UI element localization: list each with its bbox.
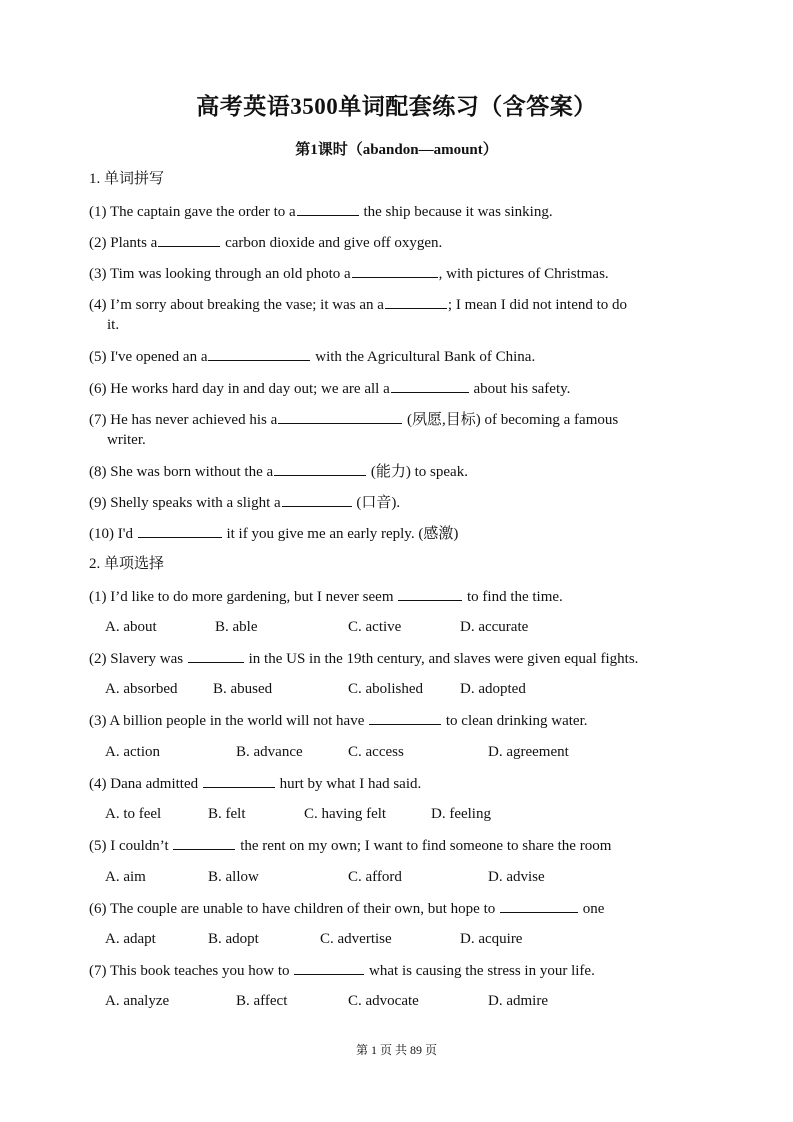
answer-blank[interactable]: [158, 232, 220, 247]
option-b[interactable]: B. adopt: [208, 931, 259, 947]
choice-question: (1) I’d like to do more gardening, but I never seem to find the time.: [89, 586, 563, 607]
answer-blank[interactable]: [385, 294, 447, 309]
choice-question: (5) I couldn’t the rent on my own; I want to find someone to share the room: [89, 835, 611, 856]
option-d[interactable]: D. acquire: [460, 931, 523, 947]
option-a[interactable]: A. adapt: [105, 931, 156, 947]
spelling-item: (6) He works hard day in and day out; we are all a about his safety.: [89, 378, 570, 399]
choice-question: (3) A billion people in the world will not have to clean drinking water.: [89, 710, 588, 731]
spelling-item: (2) Plants a carbon dioxide and give off oxygen.: [89, 232, 442, 253]
option-a[interactable]: A. action: [105, 744, 160, 760]
page-footer: 第 1 页 共 89 页: [355, 1043, 437, 1057]
answer-blank[interactable]: [500, 898, 578, 913]
section-heading-spelling: 1. 单词拼写: [89, 171, 165, 187]
answer-blank[interactable]: [282, 492, 352, 507]
option-b[interactable]: B. felt: [208, 806, 246, 822]
spelling-item-continuation: it.: [107, 317, 120, 333]
option-c[interactable]: C. active: [348, 619, 402, 635]
option-a[interactable]: A. about: [105, 619, 157, 635]
option-a[interactable]: A. aim: [105, 869, 146, 885]
option-d[interactable]: D. accurate: [460, 619, 529, 635]
answer-blank[interactable]: [278, 409, 402, 424]
answer-blank[interactable]: [391, 378, 469, 393]
spelling-item: (5) I've opened an a with the Agricultural Bank of China.: [89, 346, 535, 367]
answer-blank[interactable]: [208, 346, 310, 361]
option-d[interactable]: D. advise: [488, 869, 545, 885]
option-c[interactable]: C. afford: [348, 869, 402, 885]
option-b[interactable]: B. abused: [213, 681, 273, 697]
answer-blank[interactable]: [294, 960, 364, 975]
spelling-item: (8) She was born without the a (能力) to speak.: [89, 461, 468, 482]
option-d[interactable]: D. adopted: [460, 681, 526, 697]
answer-blank[interactable]: [352, 263, 438, 278]
option-a[interactable]: A. to feel: [105, 806, 162, 822]
option-b[interactable]: B. able: [215, 619, 258, 635]
spelling-item: (1) The captain gave the order to a the ship because it was sinking.: [89, 201, 553, 222]
page-title: 高考英语3500单词配套练习（含答案）: [196, 94, 597, 119]
answer-blank[interactable]: [369, 710, 441, 725]
spelling-item: (9) Shelly speaks with a slight a (口音).: [89, 492, 400, 513]
option-b[interactable]: B. affect: [236, 993, 288, 1009]
lesson-subtitle: 第1课时（abandon—amount）: [295, 142, 498, 158]
option-d[interactable]: D. agreement: [488, 744, 569, 760]
option-d[interactable]: D. feeling: [431, 806, 491, 822]
option-c[interactable]: C. advocate: [348, 993, 419, 1009]
option-c[interactable]: C. having felt: [304, 806, 387, 822]
answer-blank[interactable]: [188, 648, 244, 663]
spelling-item: (4) I’m sorry about breaking the vase; it was an a ; I mean I did not intend to do: [89, 294, 627, 315]
answer-blank[interactable]: [274, 461, 366, 476]
choice-question: (6) The couple are unable to have children of their own, but hope to one: [89, 898, 604, 919]
spelling-item-continuation: writer.: [107, 432, 146, 448]
answer-blank[interactable]: [297, 201, 359, 216]
spelling-item: (10) I'd it if you give me an early reply. (感激): [89, 523, 458, 544]
answer-blank[interactable]: [173, 835, 235, 850]
choice-question: (2) Slavery was in the US in the 19th century, and slaves were given equal fights.: [89, 648, 638, 669]
answer-blank[interactable]: [203, 773, 275, 788]
option-c[interactable]: C. advertise: [320, 931, 392, 947]
spelling-item: (3) Tim was looking through an old photo a , with pictures of Christmas.: [89, 263, 609, 284]
option-a[interactable]: A. absorbed: [105, 681, 178, 697]
option-b[interactable]: B. advance: [236, 744, 303, 760]
answer-blank[interactable]: [138, 523, 222, 538]
choice-question: (4) Dana admitted hurt by what I had said.: [89, 773, 421, 794]
choice-question: (7) This book teaches you how to what is causing the stress in your life.: [89, 960, 595, 981]
option-c[interactable]: C. access: [348, 744, 404, 760]
spelling-item: (7) He has never achieved his a (夙愿,目标) of becoming a famous: [89, 409, 618, 430]
option-d[interactable]: D. admire: [488, 993, 548, 1009]
option-c[interactable]: C. abolished: [348, 681, 423, 697]
answer-blank[interactable]: [398, 586, 462, 601]
option-a[interactable]: A. analyze: [105, 993, 170, 1009]
section-heading-choice: 2. 单项选择: [89, 556, 165, 572]
option-b[interactable]: B. allow: [208, 869, 259, 885]
